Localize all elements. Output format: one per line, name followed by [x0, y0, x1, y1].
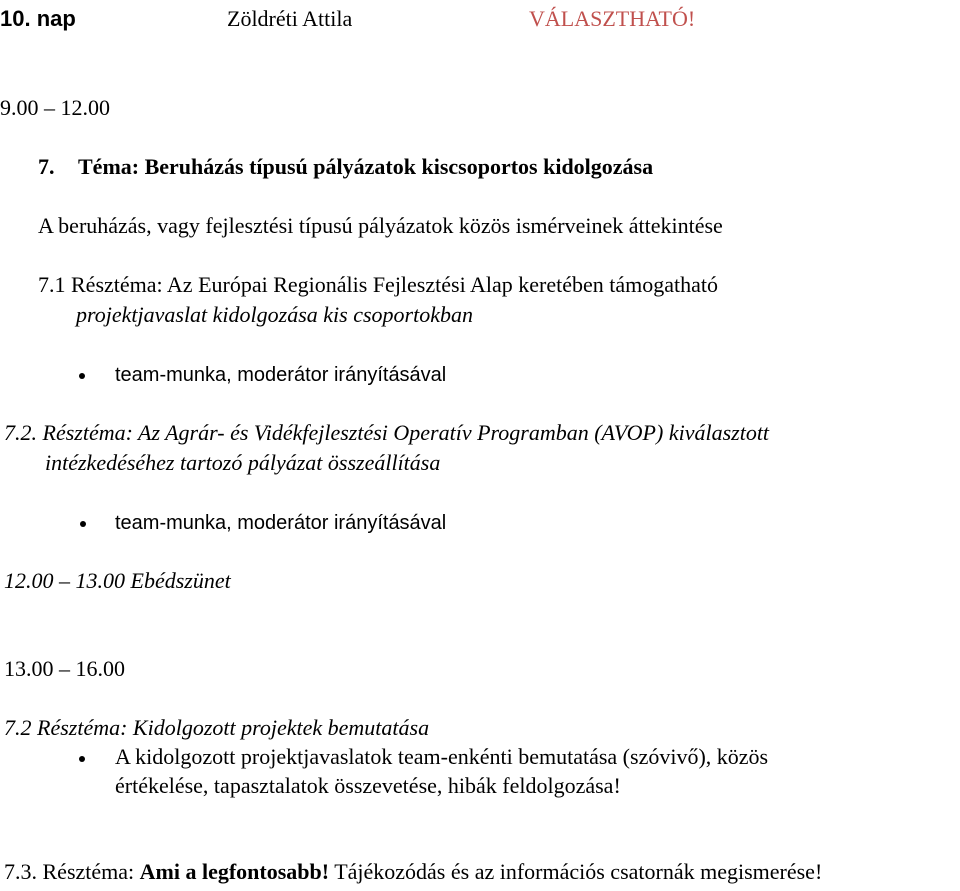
bullet-icon [79, 373, 85, 379]
subtopic-7-3-prefix: 7.3. Résztéma: [4, 859, 140, 884]
subtopic-7-1-text: 7.1 Résztéma: Az Európai Regionális Fejlesztési Alap keretében támogatható [38, 272, 718, 297]
subtopic-7-2b-bullet-line2: értékelése, tapasztalatok összevetése, hibák feldolgozása! [115, 773, 621, 798]
subtopic-7-3-suffix: Tájékozódás és az információs csatornák megismerése! [329, 859, 823, 884]
subtopic-7-1-line2: projektjavaslat kidolgozása kis csoportokban [76, 302, 473, 327]
afternoon-time: 13.00 – 16.00 [4, 656, 125, 681]
topic-number: 7. [38, 154, 55, 179]
bullet-icon [79, 756, 85, 762]
subtopic-7-2b-bullet-line1: A kidolgozott projektjavaslatok team-enkénti bemutatása (szóvivő), közös [115, 744, 769, 769]
topic-title: Téma: Beruházás típusú pályázatok kiscsoportos kidolgozása [78, 154, 654, 179]
subtopic-7-2a-line2: intézkedéséhez tartozó pályázat összeállítása [45, 450, 441, 475]
subtopic-7-2a-line1: 7.2. Résztéma: Az Agrár- és Vidékfejlesztési Operatív Programban (AVOP) kiválasztott [4, 420, 770, 445]
subtopic-7-1-bullet: team-munka, moderátor irányításával [115, 364, 447, 386]
morning-time: 9.00 – 12.00 [0, 95, 110, 120]
bullet-icon [80, 521, 86, 527]
subtopic-7-1-line1 [38, 274, 718, 296]
subtopic-7-3-emphasis: Ami a legfontosabb! [139, 859, 330, 884]
lunch-break: 12.00 – 13.00 Ebédszünet [4, 568, 231, 593]
subtopic-7-2a-bullet: team-munka, moderátor irányításával [115, 512, 447, 534]
topic-intro: A beruházás, vagy fejlesztési típusú pályázatok közös ismérveinek áttekintése [38, 213, 723, 238]
presenter-name: Zöldréti Attila [227, 6, 353, 31]
subtopic-7-3 [4, 861, 822, 883]
optional-badge: VÁLASZTHATÓ! [529, 6, 696, 31]
subtopic-7-2b-title: 7.2 Résztéma: Kidolgozott projektek bemutatása [4, 715, 430, 740]
day-label: 10. nap [0, 6, 76, 31]
